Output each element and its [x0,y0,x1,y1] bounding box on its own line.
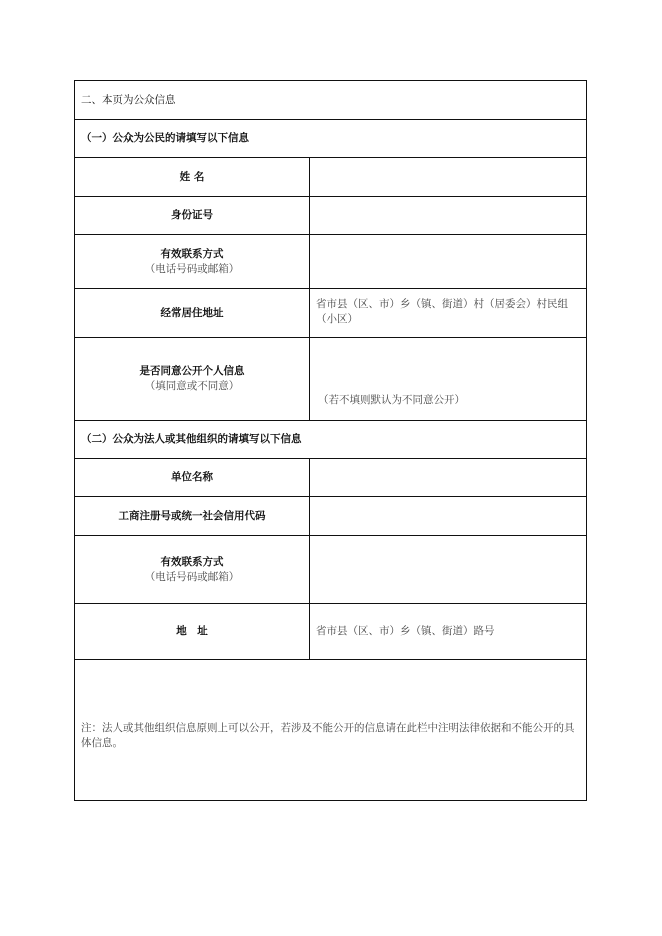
citizen-heading [74,119,587,158]
address-label-text: 经常居住地址 [160,306,224,319]
contact-hint: （电话号码或邮箱） [144,262,240,275]
org-address-label-text: 地 址 [176,625,208,637]
contact-field[interactable] [309,234,587,289]
code-label [74,496,310,536]
section-title-text: 二、本页为公众信息 [81,93,176,106]
address-label [74,288,310,338]
org-note-field[interactable] [74,659,587,801]
citizen-heading-text: （一）公众为公民的请填写以下信息 [81,132,249,144]
consent-label [74,337,310,421]
id-field[interactable] [309,196,587,235]
code-label-text: 工商注册号或统一社会信用代码 [118,509,266,522]
org-note: 注：法人或其他组织信息原则上可以公开，若涉及不能公开的信息请在此栏中注明法律依据和不能公开的具体信息。 [81,722,575,749]
org-heading [74,420,587,459]
org-contact-label-text: 有效联系方式 [160,555,224,568]
code-field[interactable] [309,496,587,536]
address-field[interactable] [309,288,587,338]
address-hint: 省市县（区、市）乡（镇、街道）村（居委会）村民组（小区） [316,298,568,325]
consent-label-text: 是否同意公开个人信息 [139,365,245,377]
org-address-label [74,603,310,660]
name-label-text: 姓 名 [179,170,205,183]
unit-label [74,458,310,497]
section-title [74,80,587,120]
unit-label-text: 单位名称 [171,471,213,483]
org-contact-field[interactable] [309,535,587,604]
org-contact-label [74,535,310,604]
id-label [74,196,310,235]
org-address-field[interactable] [309,603,587,660]
consent-default: （若不填则默认为不同意公开） [318,394,465,406]
contact-label [74,234,310,289]
contact-label-text: 有效联系方式 [160,247,224,260]
org-contact-hint: （电话号码或邮箱） [144,570,240,583]
consent-hint: （填同意或不同意） [144,380,240,392]
unit-field[interactable] [309,458,587,497]
name-label [74,157,310,197]
name-field[interactable] [309,157,587,197]
org-heading-text: （二）公众为法人或其他组织的请填写以下信息 [81,433,302,445]
id-label-text: 身份证号 [171,209,213,221]
consent-field[interactable] [309,337,587,421]
org-address-hint: 省市县（区、市）乡（镇、街道）路号 [316,625,495,637]
